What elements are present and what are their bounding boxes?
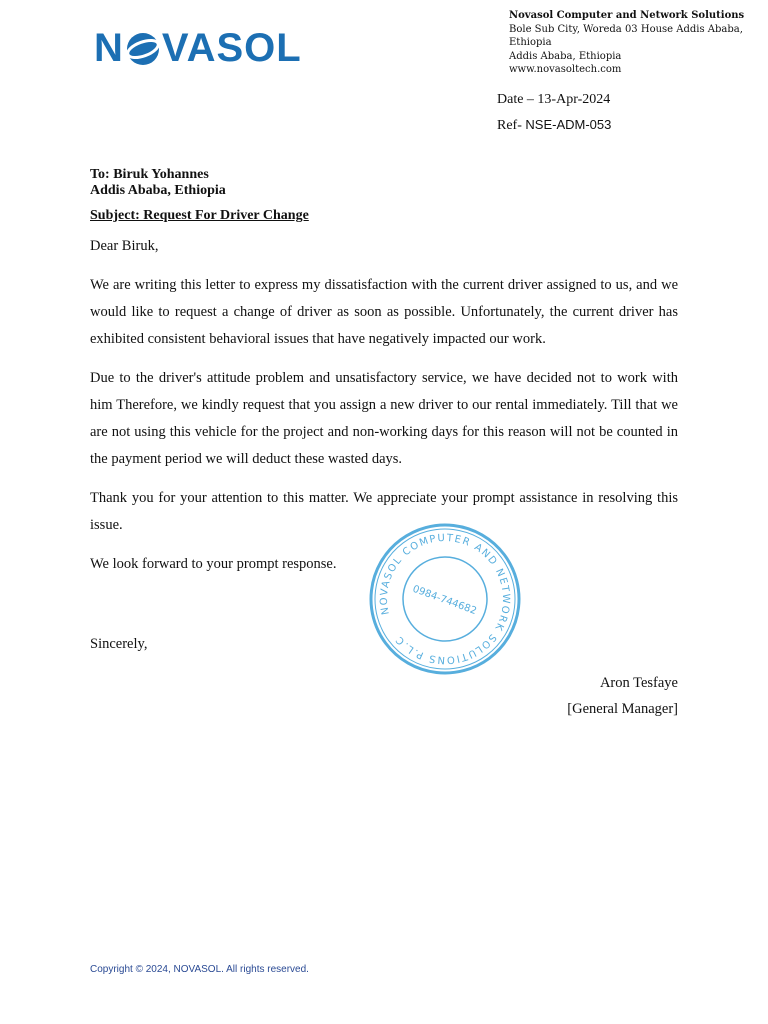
closing: Sincerely, [90, 636, 148, 652]
address-line: Addis Ababa, Ethiopia [509, 50, 622, 62]
company-stamp [360, 512, 530, 692]
company-name: Novasol Computer and Network Solutions [509, 10, 745, 21]
letter-ref [497, 117, 611, 134]
body-paragraph: We look forward to your prompt response. [90, 556, 337, 572]
signature-block [567, 670, 678, 722]
ref-label: Ref- [497, 118, 526, 133]
logo-globe-icon [125, 31, 161, 67]
signer-title: [General Manager] [567, 701, 678, 717]
ref-code: NSE-ADM-053 [525, 117, 612, 132]
subject-line: Subject: Request For Driver Change [90, 208, 309, 223]
website: www.novasoltech.com [509, 64, 622, 75]
letter-date: Date – 13-Apr-2024 [497, 92, 611, 107]
stamp-text: NOVASOL COMPUTER AND NETWORK SOLUTIONS P.L.C [378, 532, 512, 666]
company-address-block [509, 9, 749, 77]
body-paragraph: We are writing this letter to express my dissatisfaction with the current driver assigned to us, and we would like to request a change of driver as soon as possible. Unfortunately, the current driver has exhibited consistent behavioral issues that have negatively impacted our work. [90, 277, 678, 347]
copyright-footer: Copyright © 2024, NOVASOL. All rights reserved. [90, 964, 309, 975]
recipient-name: To: Biruk Yohannes [90, 167, 209, 182]
address-line: Ethiopia [509, 37, 552, 48]
recipient-block [90, 167, 226, 199]
signer-name: Aron Tesfaye [599, 675, 678, 691]
date-ref-block [497, 92, 611, 143]
body-paragraph: Thank you for your attention to this matter. We appreciate your prompt assistance in resolving this issue. [90, 490, 678, 533]
body-paragraph: Due to the driver's attitude problem and unsatisfactory service, we have decided not to work with him Therefore, we kindly request that you assign a new driver to our rental immediately. Till that we are not using this vehicle for the project and non-working days for this reason will not be counted in the payment period we will deduct these wasted days. [90, 370, 678, 467]
stamp-phone: 0984-744682 [411, 583, 478, 618]
recipient-address: Addis Ababa, Ethiopia [90, 183, 226, 198]
greeting: Dear Biruk, [90, 238, 159, 254]
address-line: Bole Sub City, Woreda 03 House Addis Ababa, [509, 23, 743, 35]
novasol-logo: N VASOL [94, 26, 302, 70]
